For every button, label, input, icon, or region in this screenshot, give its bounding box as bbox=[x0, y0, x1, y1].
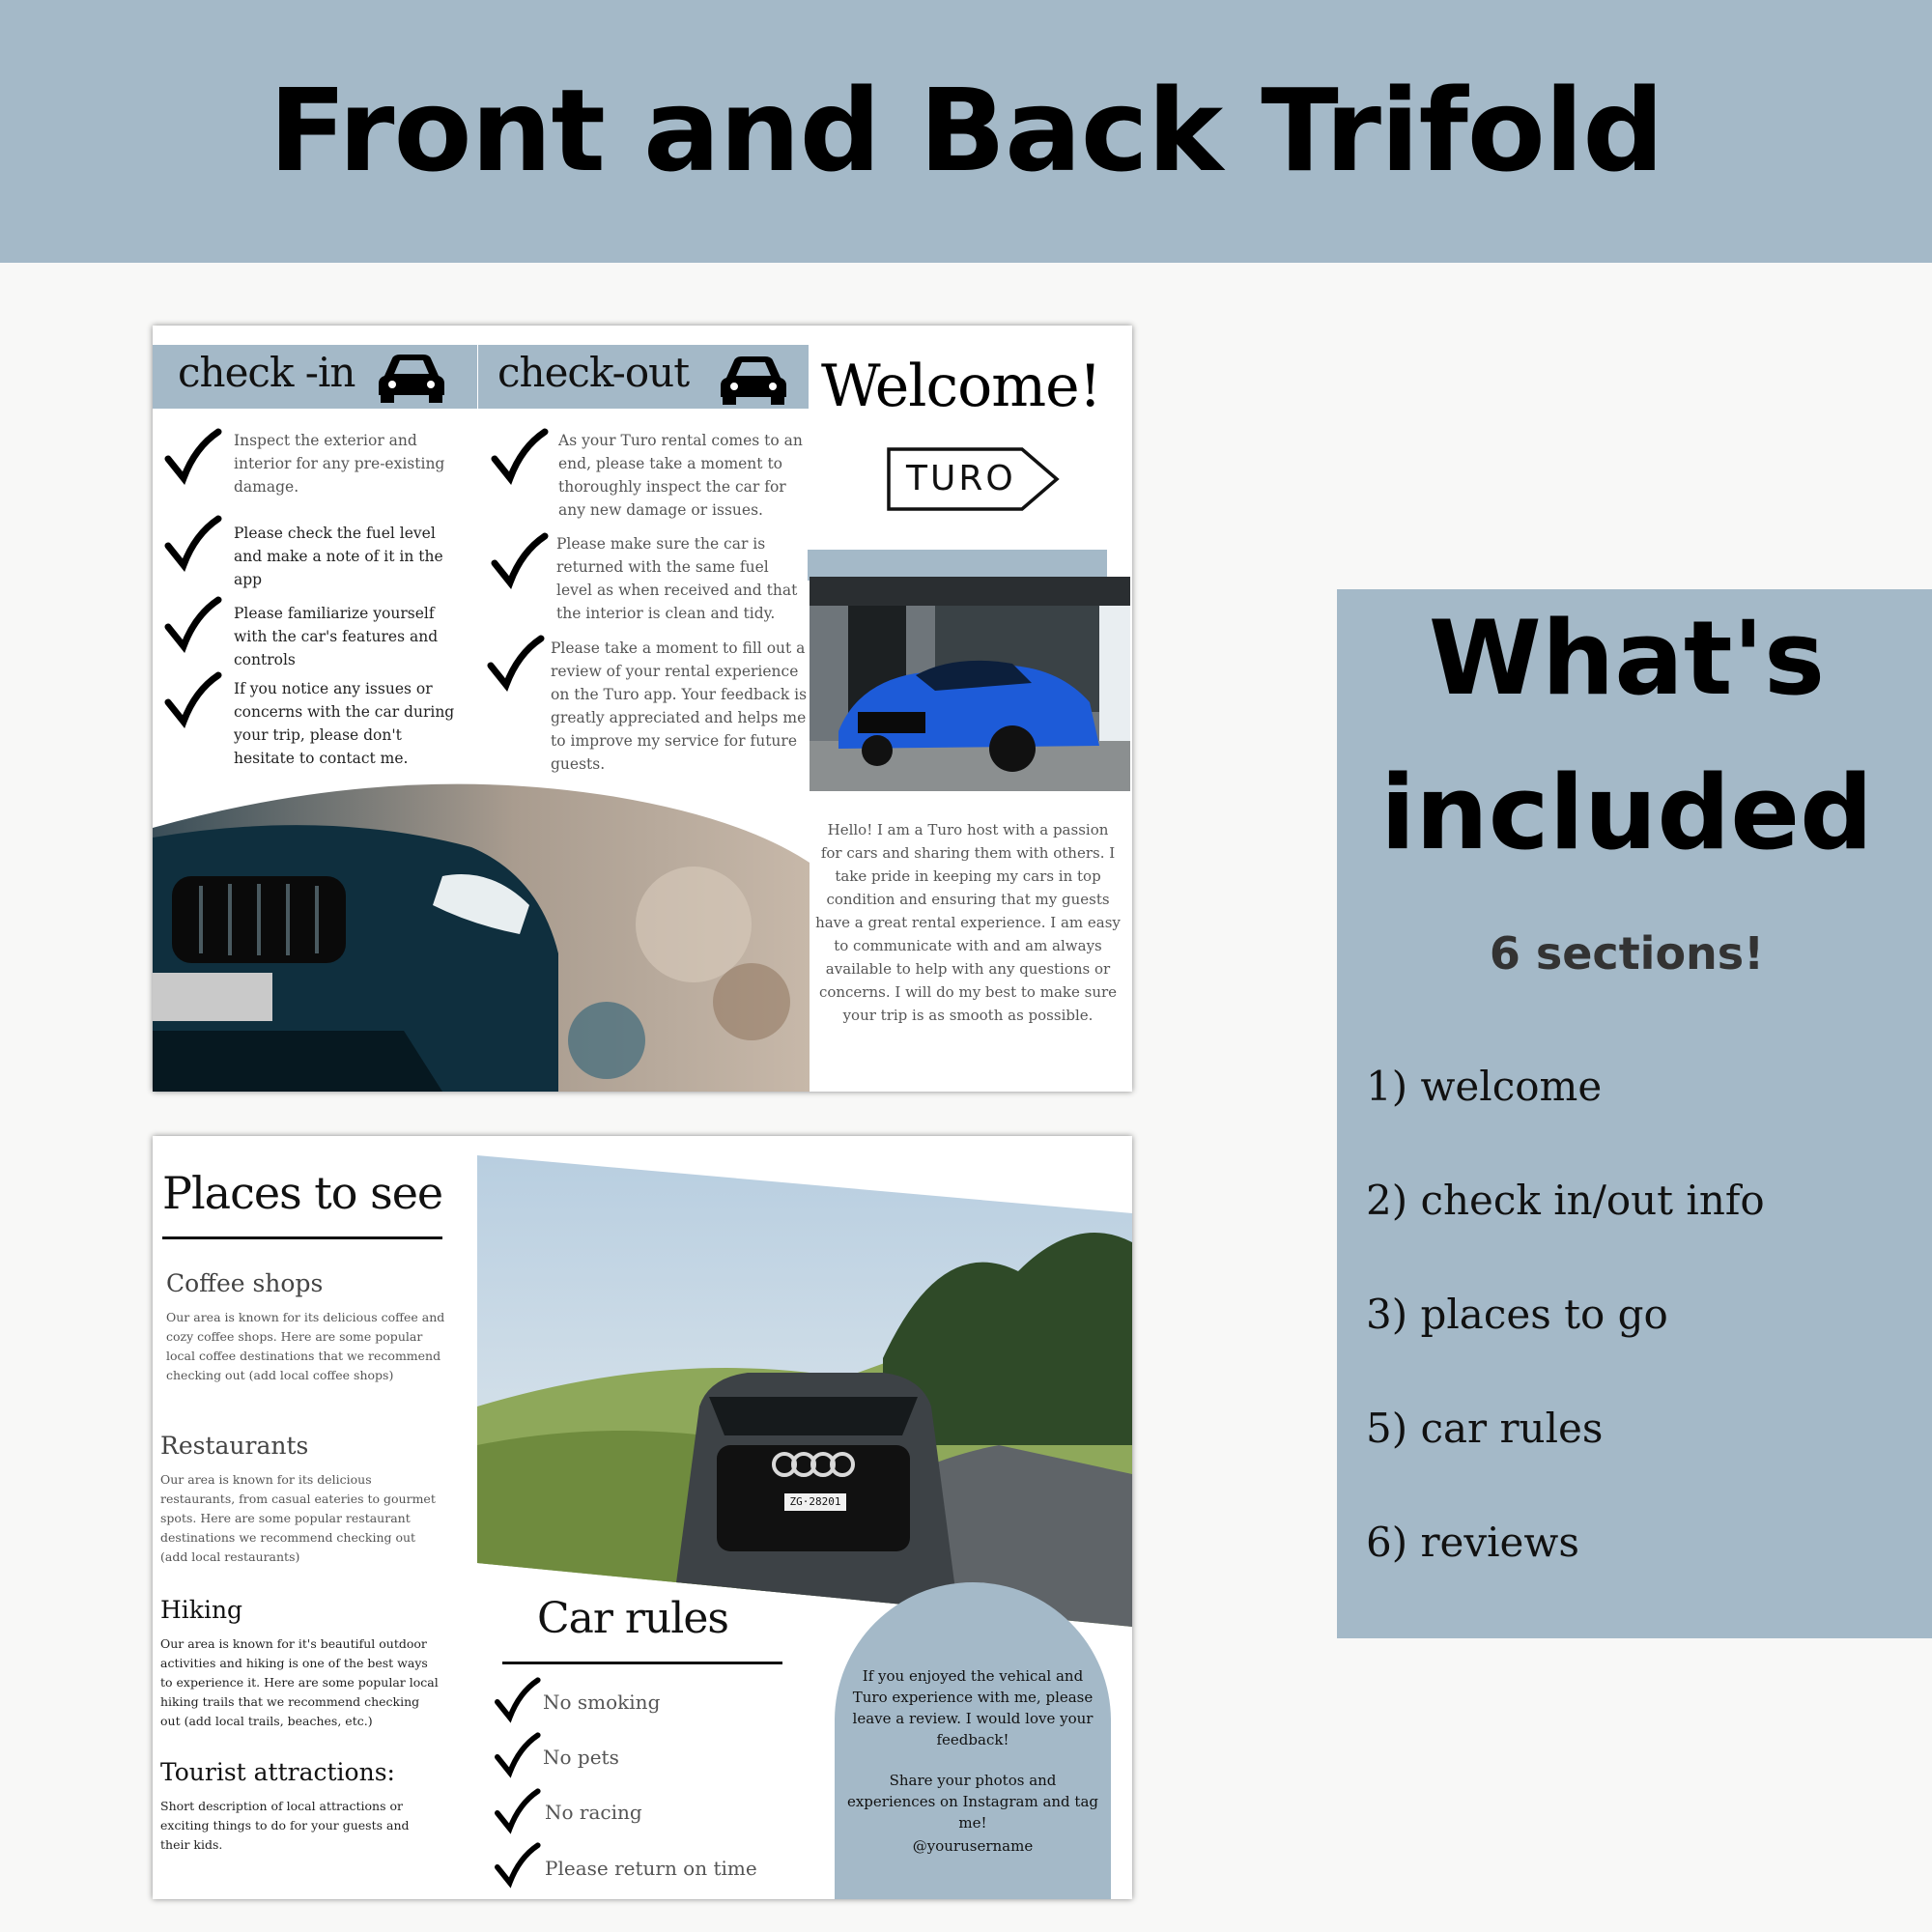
license-plate: ZG·28201 bbox=[789, 1495, 841, 1508]
car-rules-title: Car rules bbox=[537, 1594, 728, 1643]
page-title: Front and Back Trifold bbox=[269, 64, 1663, 197]
review-text: If you enjoyed the vehical and Turo experience with me, please leave a review. I would love your feedback! bbox=[852, 1667, 1094, 1748]
checkout-item: Please take a moment to fill out a review of your rental experience on the Turo app. Your feedback is greatly appreciated and helps me to improve my service for future guests. bbox=[551, 639, 808, 773]
places-title: Places to see bbox=[162, 1167, 443, 1219]
divider bbox=[162, 1236, 442, 1239]
section-text: Our area is known for its delicious coffee and cozy coffee shops. Here are some popular local coffee destinations that we recommend checking out (add local coffee shops) bbox=[166, 1310, 445, 1382]
section-heading: Tourist attractions: bbox=[160, 1758, 395, 1786]
checkmark-icon bbox=[493, 1732, 541, 1780]
section-heading: Coffee shops bbox=[166, 1269, 324, 1297]
turo-logo-text: TURO bbox=[906, 459, 1016, 498]
checkmark-icon bbox=[162, 671, 222, 731]
checkmark-icon bbox=[162, 515, 222, 575]
rule-item: No smoking bbox=[543, 1690, 661, 1714]
included-item: 5) car rules bbox=[1366, 1405, 1604, 1452]
checkin-item: Inspect the exterior and interior for any pre-existing damage. bbox=[234, 432, 445, 496]
included-title-line1: What's bbox=[1428, 599, 1826, 718]
checkmark-icon bbox=[162, 428, 222, 488]
included-title-line2: included bbox=[1379, 753, 1874, 872]
welcome-title: Welcome! bbox=[821, 353, 1101, 420]
blue-car-photo bbox=[153, 780, 810, 1092]
included-item: 1) welcome bbox=[1366, 1063, 1603, 1110]
checkmark-icon bbox=[489, 532, 549, 592]
section-text: Short description of local attractions or exciting things to do for your guests and their kids. bbox=[160, 1799, 410, 1852]
included-item: 3) places to go bbox=[1366, 1291, 1668, 1338]
checkmark-icon bbox=[485, 635, 545, 695]
rule-item: No pets bbox=[543, 1746, 619, 1769]
section-heading: Hiking bbox=[160, 1596, 243, 1624]
car-icon bbox=[377, 347, 446, 405]
checkmark-icon bbox=[493, 1788, 541, 1836]
checkmark-icon bbox=[489, 428, 549, 488]
checkout-item: As your Turo rental comes to an end, please take a moment to thoroughly inspect the car for any new damage or issues. bbox=[558, 432, 803, 519]
rule-item: No racing bbox=[545, 1801, 642, 1824]
review-arch bbox=[835, 1582, 1111, 1899]
checkmark-icon bbox=[493, 1677, 541, 1725]
turo-logo bbox=[887, 447, 1061, 511]
trifold-back-preview bbox=[153, 1136, 1132, 1899]
blue-coupe-photo bbox=[810, 577, 1130, 791]
checkin-heading: check -in bbox=[178, 349, 355, 396]
included-subtitle: 6 sections! bbox=[1489, 927, 1765, 980]
grey-audi-photo bbox=[477, 1155, 1132, 1627]
review-share-text: Share your photos and experiences on Instagram and tag me! bbox=[846, 1772, 1099, 1832]
checkmark-icon bbox=[162, 596, 222, 656]
trifold-front-preview bbox=[153, 326, 1132, 1092]
whats-included-box bbox=[1337, 589, 1932, 1638]
checkin-item: Please familiarize yourself with the car's features and controls bbox=[234, 605, 439, 668]
checkout-heading: check-out bbox=[497, 349, 690, 396]
included-item: 2) check in/out info bbox=[1366, 1177, 1765, 1224]
checkmark-icon bbox=[493, 1842, 541, 1890]
checkin-item: If you notice any issues or concerns with the car during your trip, please don't hesitate to contact me. bbox=[234, 680, 455, 767]
checkout-item: Please make sure the car is returned with the same fuel level as when received and that the interior is clean and tidy. bbox=[556, 535, 798, 622]
instagram-handle: @yourusername bbox=[912, 1837, 1034, 1855]
host-bio: Hello! I am a Turo host with a passion for cars and sharing them with others. I take pride in keeping my cars in top condition and ensuring that my guests have a great rental experience. I am easy to communicate with and am always available to help with any questions or concerns. I will do my best to make sure your trip is as smooth as possible. bbox=[815, 821, 1121, 1024]
section-text: Our area is known for its delicious restaurants, from casual eateries to gourmet spots. Here are some popular restaurant destinations we recommend checking out (add local restaurants) bbox=[160, 1472, 436, 1564]
section-text: Our area is known for it's beautiful outdoor activities and hiking is one of the best ways to experience it. Here are some popular local hiking trails that we recommend checking out (add local trails, beaches, etc.) bbox=[160, 1636, 439, 1728]
section-heading: Restaurants bbox=[160, 1432, 309, 1460]
checkin-item: Please check the fuel level and make a note of it in the app bbox=[234, 525, 443, 588]
rule-item: Please return on time bbox=[545, 1857, 757, 1880]
divider bbox=[502, 1662, 782, 1664]
car-icon bbox=[719, 349, 788, 407]
included-item: 6) reviews bbox=[1366, 1519, 1579, 1566]
